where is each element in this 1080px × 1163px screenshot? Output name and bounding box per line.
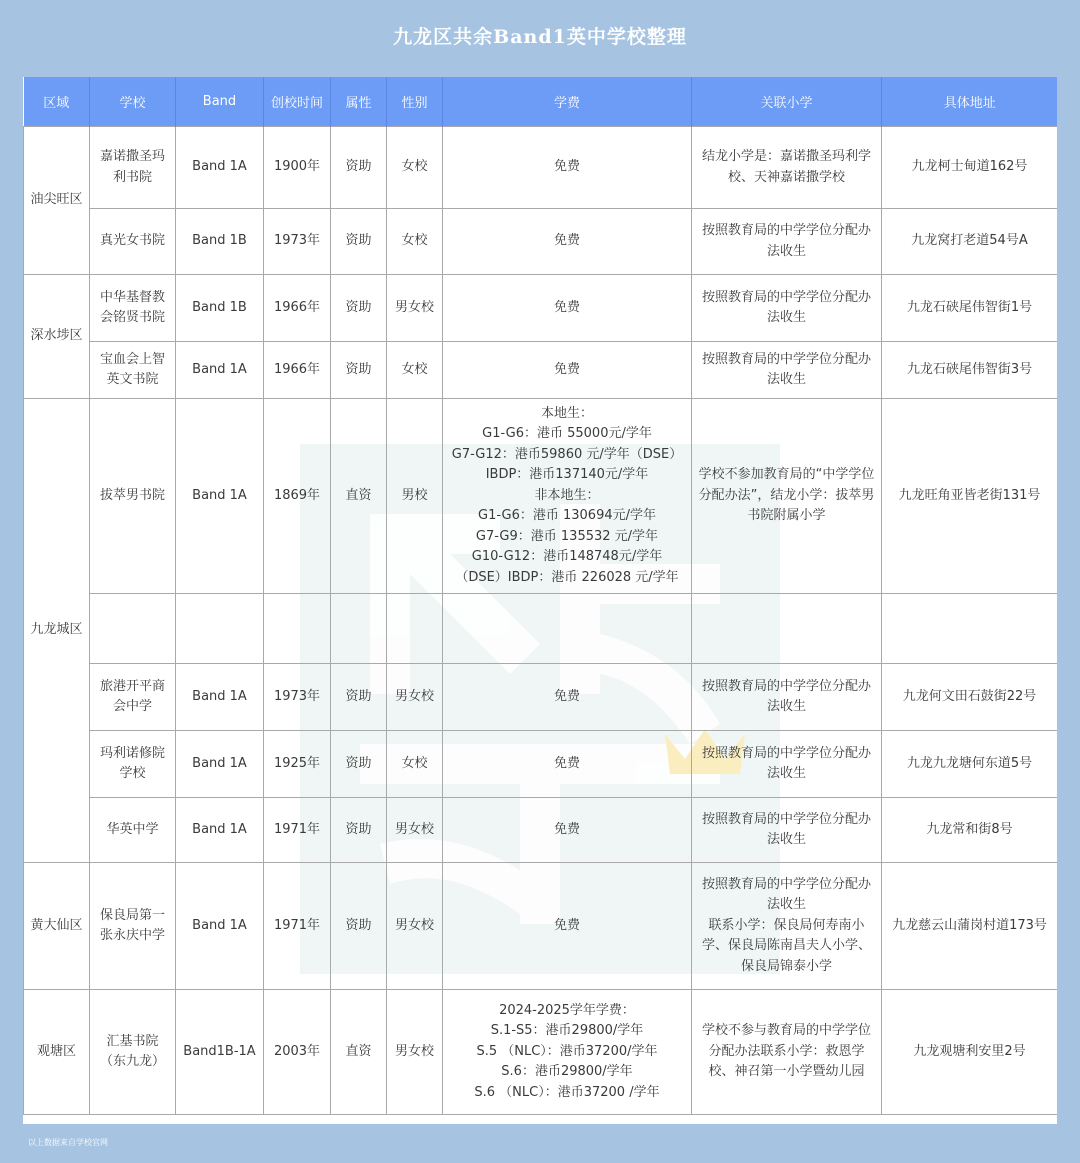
founded-cell: 1971年	[264, 863, 331, 990]
type-cell: 资助	[331, 342, 387, 399]
primary-cell: 按照教育局的中学学位分配办法收生	[692, 342, 882, 399]
header-band: Band	[176, 77, 264, 127]
gender-cell: 男女校	[387, 664, 443, 731]
school-cell: 华英中学	[90, 798, 176, 863]
founded-cell: 1925年	[264, 731, 331, 798]
fee-line: （DSE）IBDP：港币 226028 元/学年	[455, 569, 679, 585]
primary-cell: 按照教育局的中学学位分配办法收生	[692, 664, 882, 731]
fee-line: S.5 （NLC）：港币37200/学年	[476, 1043, 658, 1059]
band-cell: Band 1A	[176, 399, 264, 594]
band-cell: Band1B-1A	[176, 990, 264, 1115]
table-row	[24, 990, 1058, 1115]
header-school: 学校	[90, 77, 176, 127]
fee-cell	[443, 399, 692, 594]
fee-cell: 免费	[443, 664, 692, 731]
band-cell: Band 1A	[176, 798, 264, 863]
footnote: 以上数据来自学校官网	[28, 1138, 108, 1147]
gender-cell: 女校	[387, 127, 443, 209]
founded-cell: 1966年	[264, 342, 331, 399]
fee-cell: 免费	[443, 275, 692, 342]
district-cell: 九龙城区	[24, 399, 90, 863]
district-cell: 油尖旺区	[24, 127, 90, 275]
address-cell: 九龙慈云山蒲岗村道173号	[882, 863, 1058, 990]
type-cell: 直资	[331, 399, 387, 594]
gender-cell: 女校	[387, 209, 443, 275]
band-cell: Band 1A	[176, 664, 264, 731]
district-cell: 黄大仙区	[24, 863, 90, 990]
fee-line: 本地生：	[540, 405, 593, 421]
fee-line: IBDP：港币137140元/学年	[485, 467, 649, 483]
primary-cell: 按照教育局的中学学位分配办法收生	[692, 275, 882, 342]
address-cell: 九龙石硖尾伟智街3号	[882, 342, 1058, 399]
school-cell: 保良局第一张永庆中学	[90, 863, 176, 990]
type-cell: 资助	[331, 863, 387, 990]
district-cell: 观塘区	[24, 990, 90, 1115]
band-cell: Band 1A	[176, 127, 264, 209]
founded-cell	[264, 594, 331, 664]
table-row	[24, 127, 1058, 209]
gender-cell: 女校	[387, 731, 443, 798]
district-cell: 深水埗区	[24, 275, 90, 399]
founded-cell: 2003年	[264, 990, 331, 1115]
school-table	[23, 77, 1057, 1115]
primary-line: 按照教育局的中学学位分配办法收生	[701, 876, 871, 913]
fee-line: G7-G9：港币 135532 元/学年	[475, 528, 659, 544]
type-cell: 资助	[331, 275, 387, 342]
header-primary: 关联小学	[692, 77, 882, 127]
fee-cell: 免费	[443, 209, 692, 275]
address-cell: 九龙观塘利安里2号	[882, 990, 1058, 1115]
founded-cell: 1971年	[264, 798, 331, 863]
school-cell: 宝血会上智英文书院	[90, 342, 176, 399]
school-cell: 旅港开平商会中学	[90, 664, 176, 731]
fee-line: 2024-2025学年学费：	[499, 1002, 635, 1018]
address-cell: 九龙常和街8号	[882, 798, 1058, 863]
fee-cell: 免费	[443, 127, 692, 209]
type-cell: 资助	[331, 127, 387, 209]
address-cell	[882, 594, 1058, 664]
primary-cell: 结龙小学是：嘉诺撒圣玛利学校、天神嘉诺撒学校	[692, 127, 882, 209]
school-cell: 拔萃男书院	[90, 399, 176, 594]
fee-cell: 免费	[443, 863, 692, 990]
primary-cell	[692, 594, 882, 664]
type-cell: 资助	[331, 664, 387, 731]
fee-cell	[443, 594, 692, 664]
table-row	[24, 275, 1058, 342]
primary-line: 联系小学：保良局何寿南小学、保良局陈南昌夫人小学、保良局锦泰小学	[701, 917, 871, 974]
address-cell: 九龙柯士甸道162号	[882, 127, 1058, 209]
address-cell: 九龙九龙塘何东道5号	[882, 731, 1058, 798]
header-row	[24, 77, 1058, 127]
table-row	[24, 731, 1058, 798]
table-row	[24, 399, 1058, 594]
gender-cell: 男女校	[387, 275, 443, 342]
primary-cell	[692, 863, 882, 990]
founded-cell: 1973年	[264, 664, 331, 731]
school-cell: 玛利诺修院学校	[90, 731, 176, 798]
address-cell: 九龙石硖尾伟智街1号	[882, 275, 1058, 342]
address-cell: 九龙窝打老道54号A	[882, 209, 1058, 275]
address-cell: 九龙旺角亚皆老街131号	[882, 399, 1058, 594]
primary-cell: 按照教育局的中学学位分配办法收生	[692, 798, 882, 863]
fee-line: G1-G6：港币 55000元/学年	[482, 426, 652, 442]
header-type: 属性	[331, 77, 387, 127]
type-cell: 资助	[331, 209, 387, 275]
primary-cell: 按照教育局的中学学位分配办法收生	[692, 731, 882, 798]
header-address: 具体地址	[882, 77, 1058, 127]
fee-cell: 免费	[443, 731, 692, 798]
fee-cell	[443, 990, 692, 1115]
header-fee: 学费	[443, 77, 692, 127]
type-cell: 资助	[331, 731, 387, 798]
header-district: 区域	[24, 77, 90, 127]
school-cell: 真光女书院	[90, 209, 176, 275]
table-row	[24, 342, 1058, 399]
header-founded: 创校时间	[264, 77, 331, 127]
band-cell: Band 1B	[176, 275, 264, 342]
gender-cell: 女校	[387, 342, 443, 399]
fee-line: G10-G12：港币148748元/学年	[471, 549, 663, 565]
table-row	[24, 664, 1058, 731]
school-cell: 汇基书院（东九龙）	[90, 990, 176, 1115]
school-table-container	[23, 77, 1057, 1124]
table-row	[24, 594, 1058, 664]
gender-cell: 男女校	[387, 798, 443, 863]
fee-line: S.6：港币29800/学年	[501, 1064, 633, 1080]
founded-cell: 1869年	[264, 399, 331, 594]
band-cell: Band 1B	[176, 209, 264, 275]
founded-cell: 1973年	[264, 209, 331, 275]
fee-line: S.1-S5：港币29800/学年	[490, 1023, 644, 1039]
school-cell: 嘉诺撒圣玛利书院	[90, 127, 176, 209]
school-cell: 中华基督教会铭贤书院	[90, 275, 176, 342]
table-row	[24, 798, 1058, 863]
gender-cell: 男女校	[387, 863, 443, 990]
band-cell: Band 1A	[176, 731, 264, 798]
fee-line: G1-G6：港币 130694元/学年	[478, 508, 656, 524]
founded-cell: 1966年	[264, 275, 331, 342]
type-cell: 直资	[331, 990, 387, 1115]
band-cell: Band 1A	[176, 863, 264, 990]
address-cell: 九龙何文田石鼓街22号	[882, 664, 1058, 731]
gender-cell: 男女校	[387, 990, 443, 1115]
primary-cell: 学校不参与教育局的中学学位分配办法联系小学：救恩学校、神召第一小学暨幼儿园	[692, 990, 882, 1115]
fee-cell: 免费	[443, 342, 692, 399]
band-cell: Band 1A	[176, 342, 264, 399]
type-cell: 资助	[331, 798, 387, 863]
table-body	[24, 127, 1058, 1115]
fee-line: S.6 （NLC）：港币37200 /学年	[474, 1084, 660, 1100]
fee-line: G7-G12：港币59860 元/学年（DSE）	[451, 446, 683, 462]
page-title: 九龙区共余Band1英中学校整理	[393, 26, 687, 48]
table-row	[24, 209, 1058, 275]
primary-cell: 学校不参加教育局的“中学学位分配办法”，结龙小学：拔萃男书院附属小学	[692, 399, 882, 594]
founded-cell: 1900年	[264, 127, 331, 209]
school-cell	[90, 594, 176, 664]
fee-line: 非本地生：	[534, 487, 600, 503]
gender-cell: 男校	[387, 399, 443, 594]
gender-cell	[387, 594, 443, 664]
band-cell	[176, 594, 264, 664]
table-row	[24, 863, 1058, 990]
fee-cell: 免费	[443, 798, 692, 863]
primary-cell: 按照教育局的中学学位分配办法收生	[692, 209, 882, 275]
header-gender: 性别	[387, 77, 443, 127]
type-cell	[331, 594, 387, 664]
